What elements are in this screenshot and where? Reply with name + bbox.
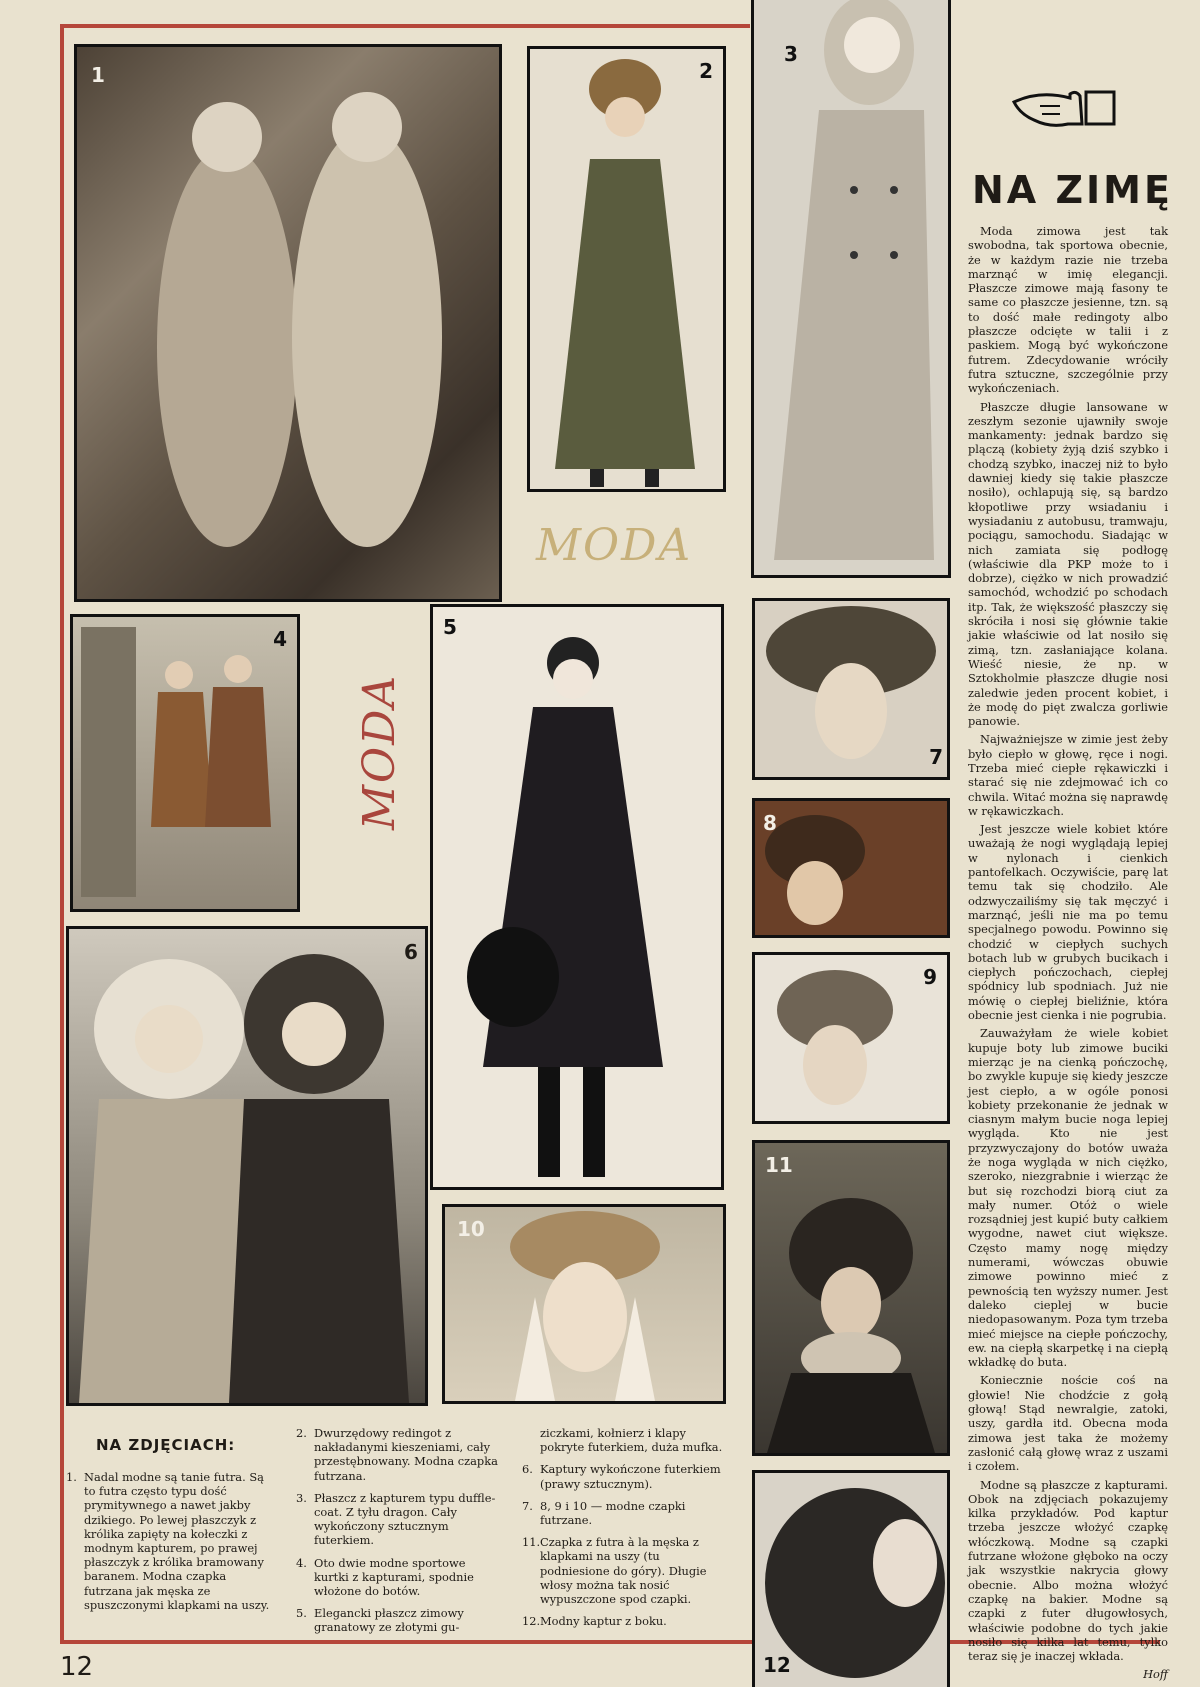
- photo-4: [70, 614, 300, 912]
- page-number: 12: [60, 1652, 94, 1682]
- caption-number: 2.: [296, 1426, 307, 1440]
- photo-6-number: 6: [404, 940, 418, 964]
- caption-text: Kaptury wykończone futerkiem (prawy sztucznym).: [540, 1462, 721, 1491]
- red-frame-top: [60, 24, 750, 28]
- caption-item: [296, 1491, 500, 1548]
- photo-10-figure: [445, 1207, 723, 1401]
- caption-text: 8, 9 i 10 — modne czapki futrzane.: [540, 1498, 686, 1528]
- article-paragraph: Najważniejsze w zimie jest żeby było ciepło w głowę, ręce i nogi. Trzeba mieć ciepłe rękawiczki i starać się nie zdejmować ich co chwila. Witać można się naprawdę w rękawiczkach.: [968, 732, 1168, 818]
- captions-column-3: [522, 1426, 728, 1636]
- caption-number: 5.: [296, 1606, 307, 1621]
- photo-8: [752, 798, 950, 938]
- photo-4-figures: [73, 617, 297, 909]
- article-paragraph: Koniecznie noście coś na głowie! Nie chodźcie z gołą głową! Stąd newralgie, zatoki, uszy, gardła itd. Obecna moda zimowa jest taka że możemy zasłonić całą głowę wraz z uszami i czołem.: [968, 1373, 1168, 1474]
- article-body: [968, 224, 1168, 1682]
- photo-6: [66, 926, 428, 1406]
- photo-number: 3: [784, 42, 798, 66]
- article-title: NA ZIMĘ: [972, 168, 1173, 212]
- photo-10: [442, 1204, 726, 1404]
- photo-9-figure: [755, 955, 947, 1121]
- caption-text: Modny kaptur z boku.: [540, 1614, 667, 1629]
- caption-item: [296, 1556, 500, 1599]
- photo-8-figure: [755, 801, 947, 935]
- article-paragraph: Jest jeszcze wiele kobiet które uważają że nogi wyglądają lepiej w nylonach i cienkich pantofelkach. Oczywiście, parę lat temu tak się chodziło. Ale odzwyczailiśmy się tak męczyć i marznąć, jeśli nie ma po temu specjalnego powodu. Powinno się chodzić w ciepłych suchych botach lub w grubych bucikach i ciepłych pończochach, ciepłej spódnicy lub spodniach. Już nie mówię o ciepłej bieliźnie, która obecnie jest cienka i nie pogrubia.: [968, 822, 1168, 1023]
- caption-item: [66, 1470, 270, 1612]
- article-paragraph: Modne są płaszcze z kapturami. Obok na zdjęciach pokazujemy kilka przykładów. Pod kaptur trzeba jeszcze włożyć czapkę włóczkową. Modne są czapki futrzane włożone głęboko na oczy jak wszystkie nakrycia głowy obecnie. Albo można włożyć czapkę na bakier. Modne są czapki z futer długowłosych, właściwie podobne do tych jakie nosiło się kilka lat temu, tylko teraz się je inaczej wkłada.: [968, 1477, 1168, 1664]
- photo-number: 11: [765, 1153, 793, 1177]
- author-signature: Hoff: [1143, 1667, 1168, 1682]
- caption-item: [296, 1606, 500, 1634]
- photo-number: 9: [923, 965, 937, 989]
- photo-number: 4: [273, 627, 287, 651]
- photo-number: 10: [457, 1217, 485, 1241]
- photo-2-figure: [530, 49, 723, 489]
- caption-number: 1.: [66, 1470, 77, 1484]
- article-paragraph: Płaszcze długie lansowane w zeszłym sezonie ujawniły swoje mankamenty: jednak bardzo się plączą (kobiety żyją dziś szybko i chodzą szybko, inaczej niż to było dawniej kiedy się takie płaszcze nosiło), ochlapują się, są bardzo kłopotliwe przy wsiadaniu i wysiadaniu z autobusu, tramwaju, pociągu, samochodu. Siadając w nich zamiata się podłogę (właściwie dla PKP może to i dobrze), ciężko w nich prowadzić samochód, wchodzić po schodach itp. Tak, że większość płaszczy się skróciła i nosi się głównie takie jakie właściwie od lat nosiło się zimą, tzn. zasłaniające kolana. Wieść niesie, że np. w Sztokholmie płaszcze długie nosi zaledwie jeden procent kobiet, i że modę do pięt zwalcza gorliwie panowie.: [968, 399, 1168, 729]
- captions-column-1: [66, 1470, 270, 1620]
- photo-number: 7: [929, 745, 943, 769]
- photo-7: [752, 598, 950, 780]
- photo-number: 1: [91, 63, 105, 87]
- photo-3-figure: [754, 0, 948, 575]
- photo-6-figures: [69, 929, 425, 1403]
- photo-7-figure: [755, 601, 947, 777]
- photo-11: [752, 1140, 950, 1456]
- captions-column-2: [296, 1426, 500, 1643]
- caption-text: Nadal modne są tanie futra. Są to futra często typu dość prymitywnego a nawet jakby dzikiego. Po lewej płaszczyk z królika zapięty na kołeczki z modnym kapturem, po prawej płaszczyk z królika bramowany baranem. Modna czapka futrzana jak męska ze spuszczonymi klapkami na uszy.: [84, 1470, 270, 1612]
- caption-item: [522, 1426, 728, 1454]
- photo-1: [74, 44, 502, 602]
- photo-5-figure: [433, 607, 721, 1187]
- photo-3: [751, 0, 951, 578]
- captions-title: NA ZDJĘCIACH:: [96, 1436, 236, 1454]
- red-frame-left: [60, 24, 64, 1642]
- caption-item: [296, 1426, 500, 1483]
- article-paragraph: Zauważyłam że wiele kobiet kupuje boty lub zimowe buciki mierząc je na cienką pończochę, bo zwykle kupuje się kiedy jeszcze jest ciepło, a w ogóle ponosi kobiety przekonanie że jednak w ciasnym małym bucie noga lepiej wygląda. Kto nie jest przyzwyczajony do botów uważa że noga wygląda w nich ciężko, szeroko, niezgrabnie i wierząc że but się rozchodzi biorą ciut za mały numer. Otóż o wiele rozsądniej jest kupić buty całkiem wygodne, nawet ciut większe. Często mamy nogę między numerami, wówczas obuwie zimowe powinno mieć z pewnością ten wyższy numer. Jest daleko cieplej w bucie niedopasowanym. Poza tym trzeba mieć miejsce na ciepłe pończochy, ew. na ciepłą skarpetkę i na ciepłą wkładkę do buta.: [968, 1026, 1168, 1370]
- caption-number: 7.: [522, 1498, 533, 1513]
- photo-12: [752, 1470, 950, 1687]
- caption-number: 12.: [522, 1614, 541, 1629]
- decorative-moda-horizontal: MODA: [536, 520, 693, 571]
- decorative-moda-vertical: MODA: [354, 673, 405, 830]
- photo-number: 2: [699, 59, 713, 83]
- photo-number: 5: [443, 615, 457, 639]
- caption-item: [522, 1614, 728, 1628]
- photo-2: [527, 46, 726, 492]
- article-paragraph: Moda zimowa jest tak swobodna, tak sportowa obecnie, że w każdym razie nie trzeba marznąć w imię elegancji. Płaszcze zimowe mają fasony te same co płaszcze jesienne, tzn. są to dość małe redingoty albo płaszcze odcięte w talii i z paskiem. Mogą być wykończone futrem. Zdecydowanie wróciły futra sztuczne, szczególnie przy wykończeniach.: [968, 224, 1168, 396]
- photo-1-figures: [77, 47, 499, 599]
- caption-text: Oto dwie modne sportowe kurtki z kapturami, spodnie włożone do botów.: [314, 1555, 474, 1599]
- pointing-hand-icon: [1010, 84, 1120, 130]
- caption-number: 4.: [296, 1555, 307, 1570]
- photo-5: [430, 604, 724, 1190]
- caption-item: [522, 1499, 728, 1527]
- caption-item: [522, 1535, 728, 1606]
- caption-number: 6.: [522, 1462, 533, 1477]
- caption-number: [522, 1426, 540, 1454]
- caption-text: Płaszcz z kapturem typu duffle-coat. Z tyłu dragon. Cały wykończony sztucznym futerkiem.: [314, 1490, 496, 1548]
- caption-text: Elegancki płaszcz zimowy granatowy ze złotymi gu-: [314, 1606, 464, 1635]
- caption-number: 11.: [522, 1535, 541, 1550]
- caption-number: 3.: [296, 1490, 307, 1505]
- photo-number: 12: [763, 1653, 791, 1677]
- photo-9: [752, 952, 950, 1124]
- photo-number: 8: [763, 811, 777, 835]
- caption-text: Czapka z futra à la męska z klapkami na uszy (tu podniesione do góry). Długie włosy można tak nosić wypuszczone spod czapki.: [540, 1535, 707, 1607]
- caption-text: Dwurzędowy redingot z nakładanymi kieszeniami, cały przestębnowany. Modna czapka futrzana.: [314, 1426, 498, 1483]
- photo-11-figure: [755, 1143, 947, 1453]
- caption-item: [522, 1462, 728, 1490]
- caption-text: ziczkami, kołnierz i klapy pokryte futerkiem, duża mufka.: [540, 1426, 723, 1455]
